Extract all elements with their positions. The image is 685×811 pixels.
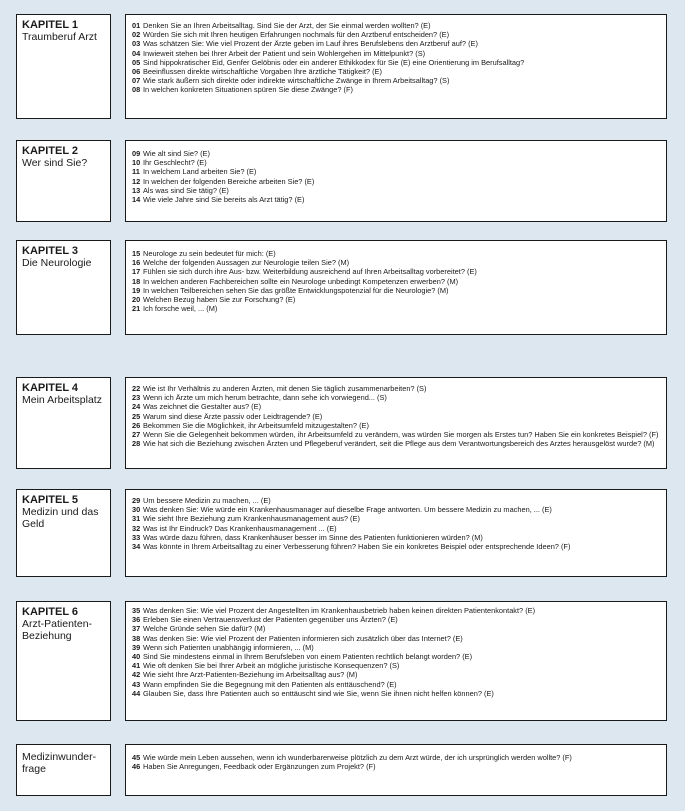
question-text: In welchen der folgenden Bereiche arbeiten Sie? (E): [143, 176, 315, 186]
chapter-5-questions-box: [125, 489, 667, 577]
chapter-4-label: KAPITEL 4: [22, 382, 79, 394]
question-item: [132, 670, 660, 679]
question-item: [132, 249, 660, 258]
question-number: 07: [132, 76, 141, 86]
question-number: 20: [132, 295, 141, 305]
chapter-3-title: Die Neurologie: [22, 257, 92, 269]
question-number: 29: [132, 496, 141, 505]
question-item: [132, 167, 660, 176]
question-item: [132, 21, 660, 30]
chapter-7-title: Medizinwunder-frage: [22, 751, 97, 775]
question-number: 02: [132, 30, 141, 40]
chapter-2-questions-box: [125, 140, 667, 222]
question-number: 14: [132, 195, 141, 205]
question-number: 01: [132, 21, 141, 30]
question-number: 40: [132, 652, 141, 662]
question-text: Wann empfinden Sie die Begegnung mit den Patienten als enttäuschend? (E): [143, 679, 397, 689]
chapter-2-label: KAPITEL 2: [22, 145, 79, 157]
question-text: Was zeichnet die Gestalter aus? (E): [143, 402, 262, 412]
question-text: Was schätzen Sie: Wie viel Prozent der Ärzte geben im Lauf ihres Berufslebens den Arztberuf auf? (E): [143, 39, 478, 49]
question-number: 27: [132, 430, 141, 440]
question-text: Wenn sich Patienten unabhängig informieren, ... (M): [143, 642, 314, 652]
chapter-5-title: Medizin und das Geld: [22, 506, 99, 530]
question-number: 22: [132, 384, 141, 393]
question-number: 44: [132, 688, 141, 698]
question-item: [132, 634, 660, 643]
question-number: 33: [132, 532, 141, 542]
chapter-3-label: KAPITEL 3: [22, 245, 79, 257]
question-number: 17: [132, 267, 141, 277]
chapter-1-title: Traumberuf Arzt: [22, 31, 97, 43]
chapter-5-label: KAPITEL 5: [22, 494, 79, 506]
question-item: [132, 384, 660, 393]
question-text: Was könnte in Ihrem Arbeitsalltag zu einer Verbesserung führen? Haben Sie ein konkretes Beispiel oder entsprechende Ideen? (F): [143, 542, 571, 552]
question-number: 21: [132, 304, 141, 314]
question-item: [132, 542, 660, 551]
question-item: [132, 430, 660, 439]
question-text: Sind hippokratischer Eid, Genfer Gelöbnis oder ein anderer Ethikkodex für Sie (E) eine Orientierung im Berufsalltag?: [143, 57, 525, 67]
question-text: Neurologe zu sein bedeutet für mich: (E): [143, 249, 276, 258]
question-text: Wie stark äußern sich direkte oder indirekte wirtschaftliche Zwänge in Ihrem Arbeitsalltag? (S): [143, 76, 450, 86]
question-item: [132, 680, 660, 689]
chapter-1-label: KAPITEL 1: [22, 19, 79, 31]
question-number: 03: [132, 39, 141, 49]
question-text: Was denken Sie: Wie viel Prozent der Angestellten im Krankenhausbetrieb haben keinen direkten Patientenkontakt? (E): [143, 606, 536, 615]
question-item: [132, 421, 660, 430]
question-text: In welchen anderen Fachbereichen sollte ein Neurologe unbedingt Kompetenzen erwerben? (M): [143, 276, 459, 286]
chapter-6-questions-box: [125, 601, 667, 721]
question-number: 36: [132, 615, 141, 625]
question-item: [132, 496, 660, 505]
question-number: 24: [132, 402, 141, 412]
chapter-3-questions-box: [125, 240, 667, 335]
question-text: Beeinflussen direkte wirtschaftliche Vorgaben Ihre ärztliche Tätigkeit? (E): [143, 67, 382, 77]
question-item: [132, 514, 660, 523]
chapter-6-label: KAPITEL 6: [22, 606, 79, 618]
question-text: Wie oft denken Sie bei Ihrer Arbeit an mögliche juristische Konsequenzen? (S): [143, 661, 400, 671]
question-text: Wie alt sind Sie? (E): [143, 149, 210, 158]
question-number: 19: [132, 285, 141, 295]
question-number: 15: [132, 249, 141, 258]
question-text: Was denken Sie: Wie würde ein Krankenhausmanager auf dieselbe Frage antworten. Um bessere Medizin zu machen, ... (E): [143, 505, 552, 515]
question-text: Welche der folgenden Aussagen zur Neurologie teilen Sie? (M): [143, 258, 350, 268]
chapter-6-title: Arzt-Patienten-Beziehung: [22, 618, 93, 642]
question-item: [132, 295, 660, 304]
chapter-2-title: Wer sind Sie?: [22, 157, 88, 169]
chapter-4-heading-box: [16, 377, 111, 469]
question-number: 10: [132, 158, 141, 168]
question-text: Welche Gründe sehen Sie dafür? (M): [143, 624, 266, 634]
question-number: 25: [132, 411, 141, 421]
question-item: [132, 277, 660, 286]
question-text: Denken Sie an Ihren Arbeitsalltag. Sind Sie der Arzt, der Sie einmal werden wollten? (E): [143, 21, 431, 30]
chapter-1-heading-box: [16, 14, 111, 119]
question-item: [132, 39, 660, 48]
question-item: [132, 67, 660, 76]
question-number: 16: [132, 258, 141, 268]
question-number: 39: [132, 642, 141, 652]
question-text: Wie sieht Ihre Beziehung zum Krankenhausmanagement aus? (E): [143, 514, 360, 524]
question-number: 18: [132, 276, 141, 286]
question-item: [132, 393, 660, 402]
question-text: Wie viele Jahre sind Sie bereits als Arzt tätig? (E): [143, 195, 305, 205]
question-item: [132, 762, 660, 771]
question-text: Ich forsche weil, ... (M): [143, 304, 218, 314]
question-item: [132, 76, 660, 85]
question-item: [132, 49, 660, 58]
question-item: [132, 30, 660, 39]
question-number: 46: [132, 762, 141, 772]
question-text: Was denken Sie: Wie viel Prozent der Patienten informieren sich zusätzlich über das Internet? (E): [143, 633, 463, 643]
question-text: Wie sieht Ihre Arzt-Patienten-Beziehung im Arbeitsalltag aus? (M): [143, 670, 358, 680]
question-number: 06: [132, 67, 141, 77]
question-text: Wie würde mein Leben aussehen, wenn ich wunderbarerweise plötzlich zu dem Arzt würde, der ich ursprünglich werden wollte? (F): [143, 753, 572, 762]
question-number: 28: [132, 439, 141, 449]
question-text: Sind Sie mindestens einmal in Ihrem Berufsleben von einem Patienten rechtlich belangt worden? (E): [143, 652, 473, 662]
chapter-6-heading-box: [16, 601, 111, 721]
question-text: In welchem Land arbeiten Sie? (E): [143, 167, 257, 177]
question-number: 45: [132, 753, 141, 762]
question-number: 31: [132, 514, 141, 524]
question-text: Würden Sie sich mit Ihren heutigen Erfahrungen nochmals für den Arztberuf entscheiden? (E): [143, 30, 450, 40]
question-text: Wenn Sie die Gelegenheit bekommen würden, ihr Arbeitsumfeld zu verändern, was würden Sie morgen als Erstes tun? Haben Sie ein konkretes Beispiel? (F): [143, 430, 659, 440]
question-text: Um bessere Medizin zu machen, ... (E): [143, 496, 271, 505]
question-number: 08: [132, 85, 141, 95]
question-number: 37: [132, 624, 141, 634]
question-number: 26: [132, 420, 141, 430]
question-number: 42: [132, 670, 141, 680]
question-text: In welchen Teilbereichen sehen Sie das größte Entwicklungspotenzial für die Neurologie? (M): [143, 285, 449, 295]
question-item: [132, 439, 660, 448]
question-text: Erleben Sie einen Vertrauensverlust der Patienten gegenüber uns Ärzten? (E): [143, 615, 398, 625]
question-text: Wie ist Ihr Verhältnis zu anderen Ärzten, mit denen Sie täglich zusammenarbeiten? (S): [143, 384, 427, 393]
question-number: 05: [132, 57, 141, 67]
question-item: [132, 402, 660, 411]
question-text: Was würde dazu führen, dass Krankenhäuser besser im Sinne des Patienten funktionieren würden? (M): [143, 532, 483, 542]
question-text: Ihr Geschlecht? (E): [143, 158, 207, 168]
question-item: [132, 661, 660, 670]
question-number: 23: [132, 393, 141, 403]
question-item: [132, 412, 660, 421]
question-item: [132, 195, 660, 204]
question-text: Bekommen Sie die Möglichkeit, ihr Arbeitsumfeld mitzugestalten? (E): [143, 420, 369, 430]
question-number: 13: [132, 185, 141, 195]
chapter-1-questions-box: [125, 14, 667, 119]
chapter-3-heading-box: [16, 240, 111, 335]
question-item: [132, 149, 660, 158]
question-item: [132, 606, 660, 615]
question-text: Inwieweit stehen bei Ihrer Arbeit der Patient und sein Wohlergehen im Mittelpunkt? (S): [143, 48, 426, 58]
question-text: Was ist Ihr Eindruck? Das Krankenhausmanagement ... (E): [143, 523, 337, 533]
chapter-5-heading-box: [16, 489, 111, 577]
question-item: [132, 524, 660, 533]
question-number: 04: [132, 48, 141, 58]
question-text: Wie hat sich die Beziehung zwischen Ärzten und Pflegeberuf verändert, seit die Pflege aus dem Verantwortungsbereich des Arztes herausgelöst wurde? (M): [143, 439, 655, 449]
question-item: [132, 85, 660, 94]
question-number: 32: [132, 523, 141, 533]
question-item: [132, 267, 660, 276]
question-number: 35: [132, 606, 141, 615]
chapter-4-title: Mein Arbeitsplatz: [22, 394, 102, 406]
question-item: [132, 689, 660, 698]
question-number: 34: [132, 542, 141, 552]
question-number: 09: [132, 149, 141, 158]
chapter-2-heading-box: [16, 140, 111, 222]
question-text: Wenn ich Ärzte um mich herum betrachte, dann sehe ich vorwiegend... (S): [143, 393, 387, 403]
question-text: Haben Sie Anregungen, Feedback oder Ergänzungen zum Projekt? (F): [143, 762, 376, 772]
chapter-7-heading-box: [16, 744, 111, 796]
question-item: [132, 286, 660, 295]
question-text: Welchen Bezug haben Sie zur Forschung? (E): [143, 295, 296, 305]
question-item: [132, 652, 660, 661]
question-item: [132, 505, 660, 514]
question-item: [132, 58, 660, 67]
question-item: [132, 177, 660, 186]
question-number: 41: [132, 661, 141, 671]
question-number: 11: [132, 167, 140, 177]
question-item: [132, 615, 660, 624]
question-item: [132, 186, 660, 195]
question-text: Warum sind diese Ärzte passiv oder Leidtragende? (E): [143, 411, 323, 421]
question-item: [132, 643, 660, 652]
chapter-7-questions-box: [125, 744, 667, 796]
chapter-4-questions-box: [125, 377, 667, 469]
question-number: 43: [132, 679, 141, 689]
question-text: Glauben Sie, dass Ihre Patienten auch so enttäuscht sind wie Sie, wenn Sie ihnen nicht helfen können? (E): [143, 688, 494, 698]
question-text: In welchen konkreten Situationen spüren Sie diese Zwänge? (F): [143, 85, 353, 95]
question-item: [132, 158, 660, 167]
question-item: [132, 258, 660, 267]
question-item: [132, 624, 660, 633]
question-text: Fühlen sie sich durch ihre Aus- bzw. Weiterbildung ausreichend auf Ihren Arbeitsalltag vorbereitet? (E): [143, 267, 477, 277]
question-item: [132, 533, 660, 542]
question-item: [132, 304, 660, 313]
question-item: [132, 753, 660, 762]
question-number: 30: [132, 505, 141, 515]
question-text: Als was sind Sie tätig? (E): [143, 185, 229, 195]
question-number: 38: [132, 633, 141, 643]
question-number: 12: [132, 176, 141, 186]
